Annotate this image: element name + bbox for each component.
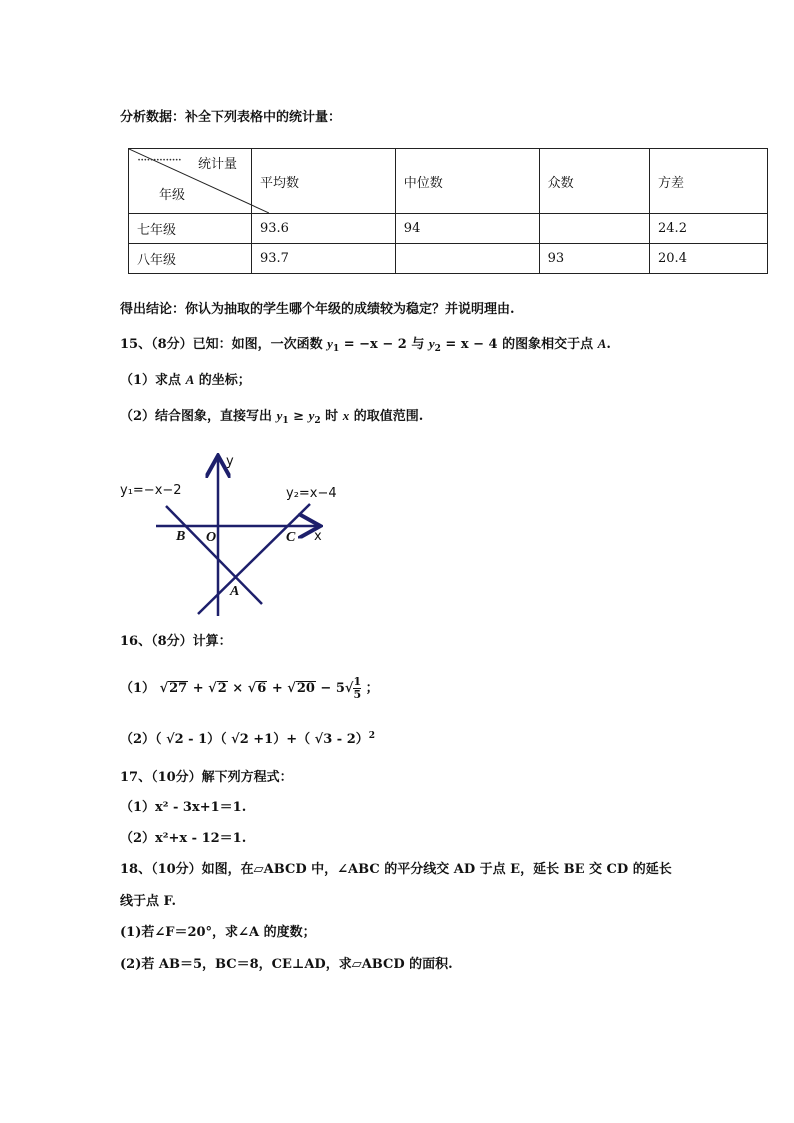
corner-top-label: 统计量 — [197, 157, 237, 172]
q16-p2-sup: 2 — [368, 731, 375, 741]
function-graph-figure — [110, 448, 350, 624]
q15-statement: 15、（8分）已知：如图，一次函数 $y_1 = -x - 2$ 与 $y_2 = x - 4$ 的图象相交于点 A. — [120, 336, 611, 354]
q18-head-cont: 线于点 F. — [120, 894, 176, 909]
q16-part2 — [120, 728, 375, 747]
statistics-table — [128, 148, 768, 274]
q18-part1: (1)若∠F＝20°，求∠A 的度数； — [120, 925, 316, 940]
cell-variance: 20.4 — [650, 244, 768, 274]
header-variance: 方差 — [650, 149, 768, 214]
cell-median: 94 — [395, 214, 539, 244]
point-a: A — [230, 584, 240, 599]
q16-p1-label: （1） — [120, 681, 156, 696]
header-median: 中位数 — [395, 149, 539, 214]
point-o: O — [206, 530, 217, 545]
sqrt-6: 6 — [257, 681, 267, 696]
cell-mean: 93.7 — [252, 244, 396, 274]
sqrt-20: 20 — [296, 681, 315, 696]
sqrt-2: 2 — [217, 681, 227, 696]
intro-text: 分析数据：补全下列表格中的统计量： — [120, 110, 342, 125]
corner-bottom-label: 年级 — [159, 188, 186, 203]
q15-head: 15、（8分）已知：如图，一次函数 — [120, 337, 323, 352]
axis-y-label: y — [226, 454, 234, 469]
q16-part1: （1） √27 + √2 × √6 + √20 − 5√ $\frac{1}{5}$ ； — [120, 675, 379, 701]
q15-p2-d: 的取值范围. — [349, 409, 424, 424]
q15-p1-point: A — [185, 372, 195, 387]
coef-5: 5 — [335, 681, 345, 696]
row-grade: 七年级 — [129, 214, 252, 244]
row-grade: 八年级 — [129, 244, 252, 274]
frac-num: 1 — [353, 675, 362, 688]
var-y1: y — [327, 336, 333, 351]
cell-variance: 24.2 — [650, 214, 768, 244]
var-y1: y — [276, 408, 283, 423]
cell-mode — [539, 214, 649, 244]
sqrt-27: 27 — [169, 681, 188, 696]
label-y2: y₂=x−4 — [286, 486, 337, 501]
q16-p2-expr: （2）（ √2 - 1）（ √2 +1）+（ √3 - 2） — [120, 732, 369, 747]
var-x: x — [342, 408, 350, 423]
q15-p1-b: 的坐标； — [194, 373, 251, 388]
q16-head: 16、（8分）计算： — [120, 634, 232, 649]
var-y2: y — [308, 408, 315, 423]
cell-mode: 93 — [539, 244, 649, 274]
point-b: B — [176, 529, 186, 544]
q15-p2-a: （2）结合图象，直接写出 — [120, 409, 277, 424]
header-mode: 众数 — [539, 149, 649, 214]
q15-p1-a: （1）求点 — [120, 373, 186, 388]
q15-p2-c: 时 — [320, 409, 343, 424]
table-row — [129, 244, 768, 274]
line-y1 — [166, 506, 262, 604]
axis-x-label: x — [314, 529, 322, 544]
corner-dots: ·············· — [137, 153, 181, 168]
function-graph — [110, 448, 350, 620]
q15-p2-b: ≥ — [288, 409, 309, 424]
q15-eq2: = x − 4 的图象相交于点 — [440, 337, 598, 352]
q18-part2: (2)若 AB＝5，BC＝8，CE⊥AD，求▱ABCD 的面积. — [120, 957, 453, 972]
frac-den: 5 — [353, 688, 362, 701]
point-c: C — [286, 530, 296, 545]
q16-p1-end: ； — [365, 681, 379, 696]
label-y1: y₁=−x−2 — [120, 483, 182, 498]
q15-end: . — [606, 337, 611, 352]
table-header-row — [129, 149, 768, 214]
q15-part1 — [120, 369, 251, 388]
conclusion-text: 得出结论：你认为抽取的学生哪个年级的成绩较为稳定？并说明理由. — [120, 302, 515, 317]
table-corner-cell — [129, 149, 252, 214]
fraction — [353, 676, 361, 701]
q15-part2: （2）结合图象，直接写出 $y_1 \ge y_2$ 时 x 的取值范围. — [120, 408, 424, 426]
q17-part2: （2）x²+x - 12＝1. — [120, 831, 247, 846]
header-mean: 平均数 — [252, 149, 396, 214]
q17-head: 17、（10分）解下列方程式： — [120, 770, 293, 785]
q18-head: 18、（10分）如图，在▱ABCD 中，∠ABC 的平分线交 AD 于点 E，延长 BE 交 CD 的延长 — [120, 862, 672, 877]
table-row — [129, 214, 768, 244]
var-y2: y — [428, 336, 435, 351]
q15-eq1: = −x − 2 与 — [339, 337, 429, 352]
cell-mean: 93.6 — [252, 214, 396, 244]
q17-part1: （1）x² - 3x+1＝1. — [120, 800, 247, 815]
cell-median — [395, 244, 539, 274]
q15-point-a: A — [597, 336, 607, 351]
